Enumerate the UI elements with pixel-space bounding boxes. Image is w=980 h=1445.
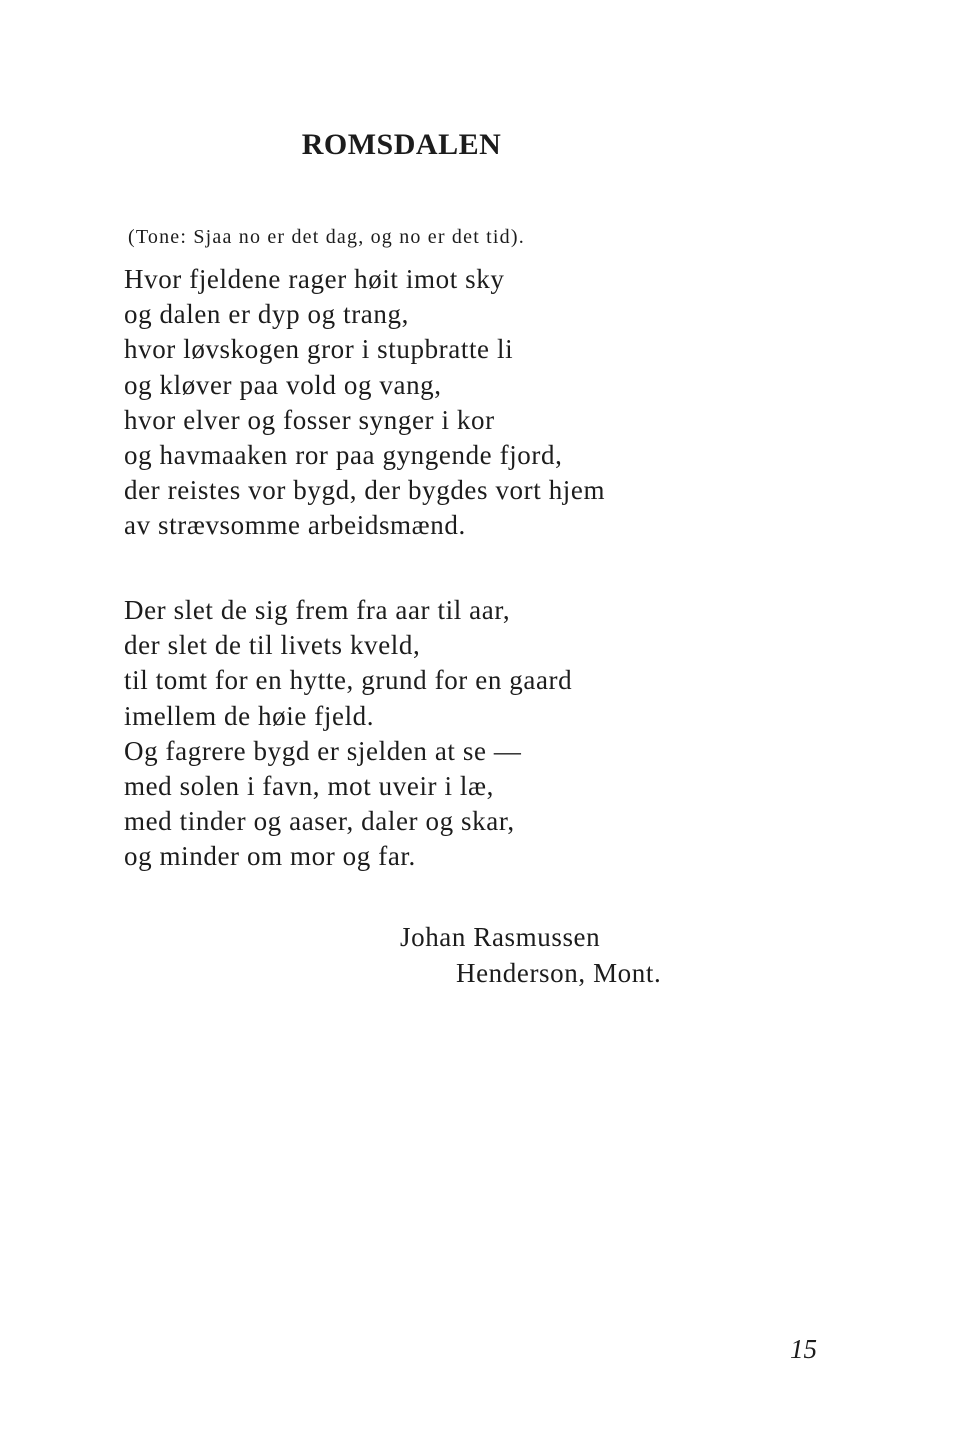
verse-line: der reistes vor bygd, der bygdes vort hjem xyxy=(124,475,606,506)
author-place: Henderson, Mont. xyxy=(456,958,662,988)
verse-line: Og fagrere bygd er sjelden at se — xyxy=(124,735,522,766)
verse-line: der slet de til livets kveld, xyxy=(124,630,421,661)
verse-line: imellem de høie fjeld. xyxy=(124,700,375,731)
author-name: Johan Rasmussen xyxy=(400,922,601,952)
verse-line: med tinder og aaser, daler og skar, xyxy=(124,806,515,837)
verse-line: hvor elver og fosser synger i kor xyxy=(124,404,495,435)
verse-line: med solen i favn, mot uveir i læ, xyxy=(124,771,494,802)
stanza-1 xyxy=(124,262,605,544)
verse-line: til tomt for en hytte, grund for en gaard xyxy=(124,665,573,696)
verse-line: og minder om mor og far. xyxy=(124,841,416,872)
page-number: 15 xyxy=(790,1334,817,1364)
poem-title: ROMSDALEN xyxy=(301,128,502,161)
verse-line: Hvor fjeldene rager høit imot sky xyxy=(124,264,505,294)
verse-line: og havmaaken ror paa gyngende fjord, xyxy=(124,440,563,471)
stanza-2 xyxy=(124,593,572,875)
tune-note: (Tone: Sjaa no er det dag, og no er det tid). xyxy=(128,226,525,248)
verse-line: Der slet de sig frem fra aar til aar, xyxy=(124,595,511,625)
verse-line: og dalen er dyp og trang, xyxy=(124,299,409,330)
verse-line: og kløver paa vold og vang, xyxy=(124,369,442,400)
verse-line: hvor løvskogen gror i stupbratte li xyxy=(124,334,514,365)
verse-line: av strævsomme arbeidsmænd. xyxy=(124,510,466,541)
